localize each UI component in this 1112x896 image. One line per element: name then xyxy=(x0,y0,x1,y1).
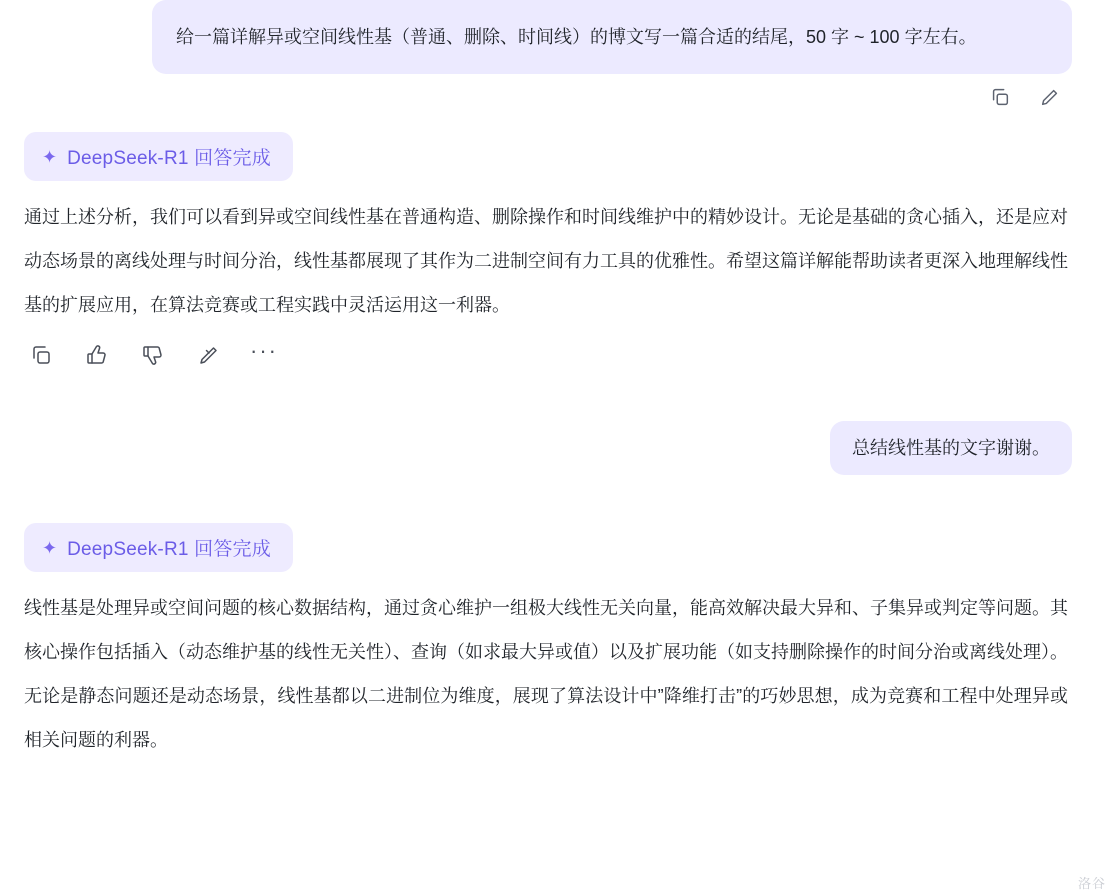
more-icon[interactable]: ··· xyxy=(250,338,278,363)
regenerate-icon[interactable] xyxy=(194,340,224,370)
assistant-message-text: 线性基是处理异或空间问题的核心数据结构，通过贪心维护一组极大线性无关向量，能高效解决最大异和、子集异或判定等问题。其核心操作包括插入（动态维护基的线性无关性）、查询（如求最大异或值）以及扩展功能（如支持删除操作的时间分治或离线处理）。无论是静态问题还是动态场景，线性基都以二进制位为维度，展现了算法设计中”降维打击”的巧妙思想，成为竞赛和工程中处理异或相关问题的利器。 xyxy=(24,598,1068,750)
sparkle-icon: ✦ xyxy=(42,146,58,167)
model-status-text: DeepSeek-R1 回答完成 xyxy=(67,539,271,560)
thumbs-down-icon[interactable] xyxy=(138,340,168,370)
user-message-bubble: 总结线性基的文字谢谢。 xyxy=(830,421,1072,475)
user-message-actions xyxy=(0,80,1112,114)
sparkle-icon: ✦ xyxy=(42,537,58,558)
user-message-row xyxy=(0,0,1112,74)
model-status-banner xyxy=(24,523,293,572)
spacer xyxy=(0,475,1112,505)
assistant-banner-row-2 xyxy=(0,523,1112,572)
copy-icon[interactable] xyxy=(986,83,1014,111)
model-status-banner xyxy=(24,132,293,181)
assistant-message-text: 通过上述分析，我们可以看到异或空间线性基在普通构造、删除操作和时间线维护中的精妙设计。无论是基础的贪心插入，还是应对动态场景的离线处理与时间分治，线性基都展现了其作为二进制空间有力工具的优雅性。希望这篇详解能帮助读者更深入地理解线性基的扩展应用，在算法竞赛或工程实践中灵活运用这一利器。 xyxy=(24,207,1068,315)
assistant-message-actions xyxy=(0,327,1112,375)
watermark: 洛谷 xyxy=(1077,876,1106,891)
model-status-text: DeepSeek-R1 回答完成 xyxy=(67,148,271,169)
user-message-row xyxy=(0,421,1112,475)
assistant-banner-row-1 xyxy=(0,132,1112,181)
edit-icon[interactable] xyxy=(1036,83,1064,111)
thumbs-up-icon[interactable] xyxy=(82,340,112,370)
copy-icon[interactable] xyxy=(26,340,56,370)
spacer xyxy=(0,375,1112,421)
user-message-bubble: 给一篇详解异或空间线性基（普通、删除、时间线）的博文写一篇合适的结尾，50 字 ~ 100 字左右。 xyxy=(152,0,1072,74)
